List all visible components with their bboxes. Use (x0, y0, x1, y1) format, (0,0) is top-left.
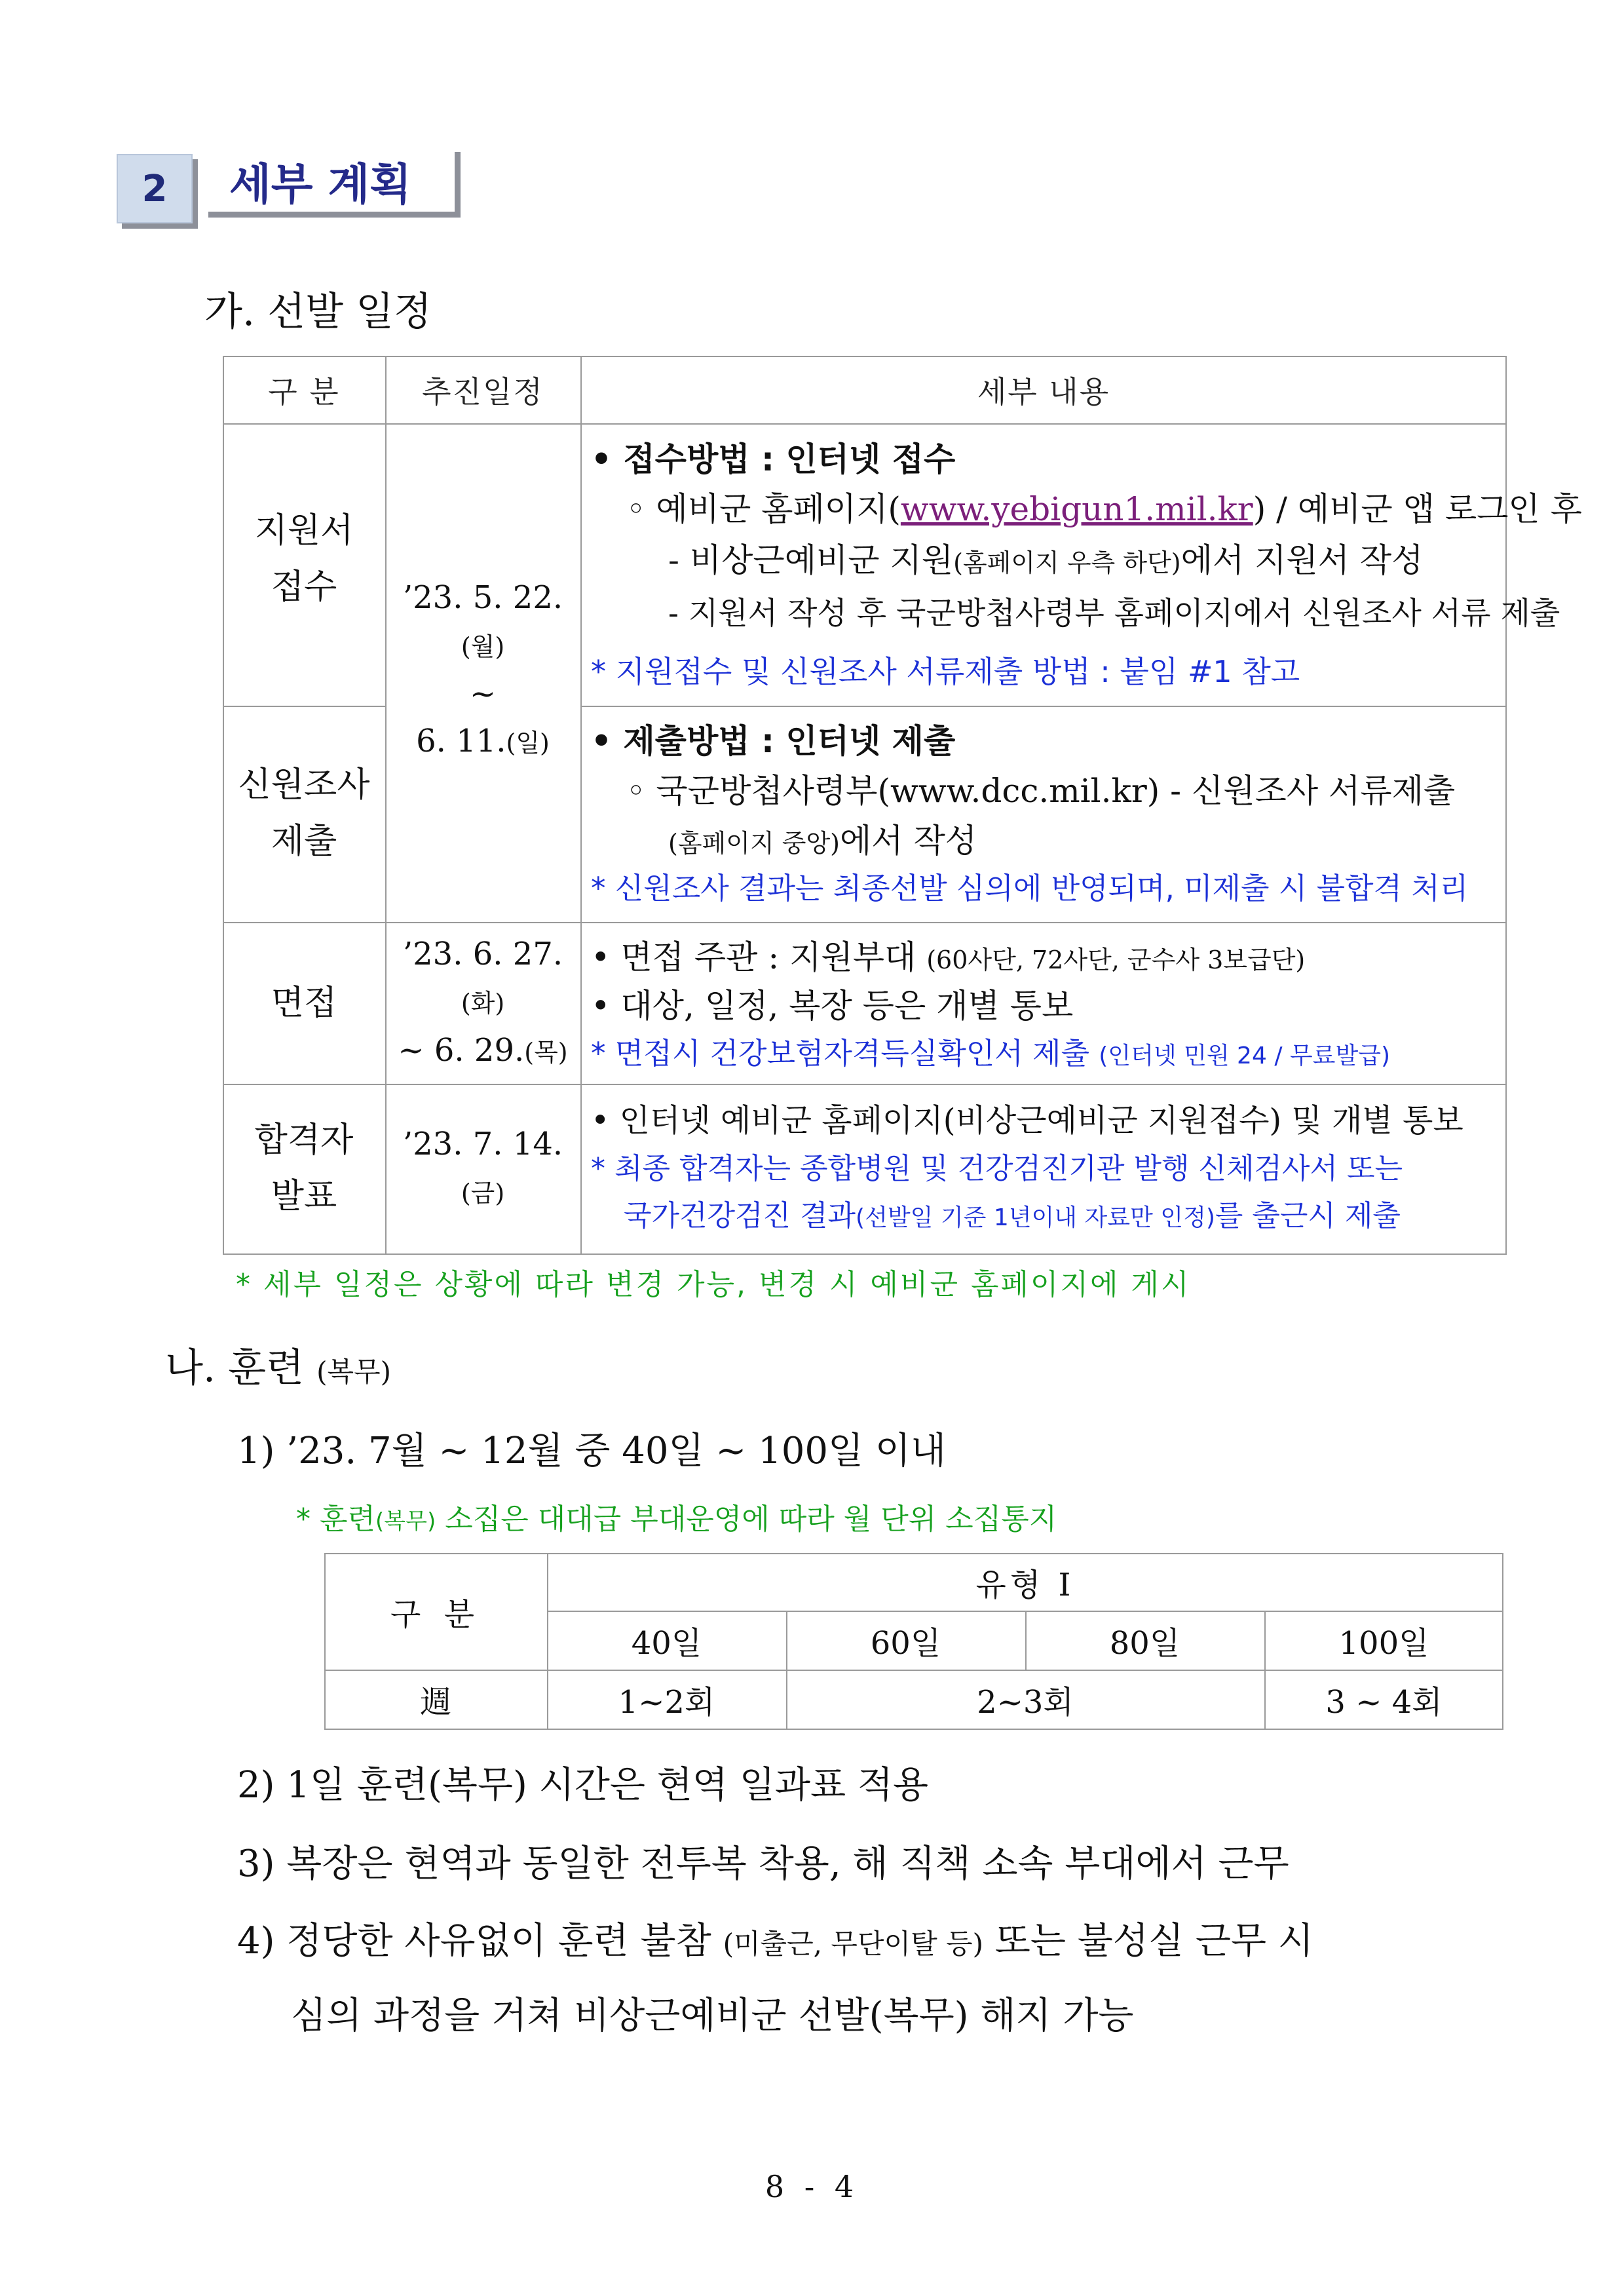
text: • 면접 주관 : 지원부대 (591, 938, 916, 976)
yebigun-link[interactable]: www.yebigun1.mil.kr (900, 490, 1253, 528)
text-small: (60사단, 72사단, 군수사 3보급단) (926, 946, 1306, 974)
text: * 훈련 (296, 1502, 375, 1536)
category-application (223, 500, 385, 618)
training-item-1-note (296, 1495, 1057, 1537)
training-table (324, 1553, 1503, 1730)
interview-line-1 (591, 931, 1305, 978)
training-item-1: 1) ’23. 7월 ~ 12월 중 40일 ~ 100일 이내 (237, 1430, 947, 1472)
training-item-4 (237, 1912, 1313, 1964)
table-value-100: 3 ~ 4회 (1325, 1683, 1443, 1721)
text: 에서 작성 (839, 822, 977, 860)
category-line: 제출 (271, 822, 337, 861)
header-category: 구 분 (268, 373, 340, 410)
date-day: (목) (524, 1037, 568, 1067)
training-item-4-line-2: 심의 과정을 거쳐 비상근예비군 선발(복무) 해지 가능 (291, 1995, 1134, 2037)
text: 에서 지원서 작성 (1180, 541, 1424, 579)
results-note-1: * 최종 합격자는 종합병원 및 건강검진기관 발행 신체검사서 또는 (591, 1152, 1403, 1185)
text-small: (인터넷 민원 24 / 무료발급) (1099, 1043, 1391, 1069)
interview-note (591, 1029, 1390, 1072)
background-method: • 제출방법 : 인터넷 제출 (591, 722, 956, 760)
category-line: 접수 (271, 567, 337, 607)
page-number: 8 - 4 (765, 2169, 859, 2204)
background-sub: ◦ 국군방첩사령부(www.dcc.mil.kr) - 신원조사 서류제출 (626, 772, 1456, 810)
date-text: ’23. 6. 27. (402, 935, 563, 972)
header-details: 세부 내용 (977, 373, 1110, 410)
text: * 면접시 건강보험자격득실확인서 제출 (591, 1036, 1089, 1071)
date-tilde: ~ (469, 676, 497, 712)
category-line: 합격자 (254, 1120, 354, 1160)
schedule-footnote: * 세부 일정은 상황에 따라 변경 가능, 변경 시 예비군 홈페이지에 게시 (236, 1268, 1191, 1301)
application-step-1 (668, 534, 1423, 581)
application-note: * 지원접수 및 신원조사 서류제출 방법 : 붙임 #1 참고 (591, 654, 1300, 689)
table-row-label: 週 (419, 1683, 451, 1721)
text: 나. 훈련 (165, 1345, 305, 1391)
date-day: (일) (506, 729, 550, 757)
table-col-60: 60일 (870, 1624, 941, 1662)
section-number: 2 (117, 154, 193, 223)
date-day: (금) (461, 1179, 505, 1208)
text-small: (선발일 기준 1년이내 자료만 인정) (856, 1204, 1215, 1231)
text: - 비상근예비군 지원 (668, 541, 954, 579)
text-small: (홈페이지 우측 하단) (953, 548, 1181, 577)
category-line: 신원조사 (238, 765, 370, 805)
results-date (385, 1084, 580, 1253)
text: ) / 예비군 앱 로그인 후 (1253, 490, 1582, 528)
date-text: ~ 6. 29. (398, 1031, 525, 1069)
table-col-100: 100일 (1338, 1624, 1429, 1662)
results-note-2 (624, 1192, 1401, 1234)
table-value-60-80: 2~3회 (977, 1683, 1074, 1721)
results-line-1: • 인터넷 예비군 홈페이지(비상근예비군 지원접수) 및 개별 통보 (591, 1102, 1463, 1139)
date-text: ’23. 7. 14. (402, 1126, 563, 1162)
background-note: * 신원조사 결과는 최종선발 심의에 반영되며, 미제출 시 불합격 처리 (591, 871, 1469, 906)
text-small: (복무) (375, 1508, 436, 1535)
table-header-type: 유형 Ⅰ (975, 1566, 1075, 1603)
date-day: (화) (461, 988, 505, 1018)
training-item-2: 2) 1일 훈련(복무) 시간은 현역 일과표 적용 (237, 1764, 929, 1807)
date-line (385, 1120, 580, 1217)
text: 소집은 대대급 부대운영에 따라 월 단위 소집통지 (436, 1502, 1057, 1536)
schedule-table (223, 356, 1582, 1255)
application-date (385, 579, 580, 759)
text: 국가건강검진 결과 (624, 1199, 856, 1233)
header-schedule: 추진일정 (422, 373, 544, 410)
date-text: 6. 11. (416, 723, 506, 759)
application-sub (626, 483, 1582, 530)
text-small: (미출근, 무단이탈 등) (723, 1928, 983, 1960)
table-value-40: 1~2회 (618, 1683, 715, 1721)
schedule-heading: 가. 선발 일정 (204, 289, 432, 335)
date-day: (월) (461, 632, 505, 661)
category-line: 지원서 (254, 511, 354, 550)
application-step-2: - 지원서 작성 후 국군방첩사령부 홈페이지에서 신원조사 서류 제출 (668, 596, 1560, 632)
background-sub-2 (668, 814, 977, 862)
application-method: • 접수방법 : 인터넷 접수 (591, 440, 956, 478)
category-results (223, 1109, 385, 1227)
text: ◦ 예비군 홈페이지( (626, 490, 901, 528)
date-line (398, 1027, 567, 1076)
section-title: 세부 계획 (208, 152, 461, 218)
date-line (385, 574, 580, 670)
table-col-40: 40일 (631, 1624, 702, 1662)
text-small: (홈페이지 중앙) (668, 829, 840, 858)
interview-date (385, 922, 580, 1084)
date-line (416, 718, 550, 767)
interview-line-2: • 대상, 일정, 복장 등은 개별 통보 (591, 987, 1074, 1025)
training-item-3: 3) 복장은 현역과 동일한 전투복 착용, 해 직책 소속 부대에서 근무 (237, 1843, 1289, 1885)
table-header-category: 구 분 (390, 1596, 481, 1633)
date-text: ’23. 5. 22. (402, 579, 563, 616)
category-line: 발표 (271, 1177, 337, 1216)
table-col-80: 80일 (1109, 1624, 1180, 1662)
category-interview: 면접 (271, 983, 337, 1023)
text: 를 출근시 제출 (1215, 1199, 1401, 1233)
text-small: (복무) (316, 1356, 392, 1388)
date-line (385, 930, 580, 1027)
text: 또는 불성실 근무 시 (983, 1920, 1313, 1962)
category-background-check (223, 754, 385, 872)
text: 4) 정당한 사유없이 훈련 불참 (237, 1920, 711, 1962)
training-heading (165, 1337, 391, 1393)
